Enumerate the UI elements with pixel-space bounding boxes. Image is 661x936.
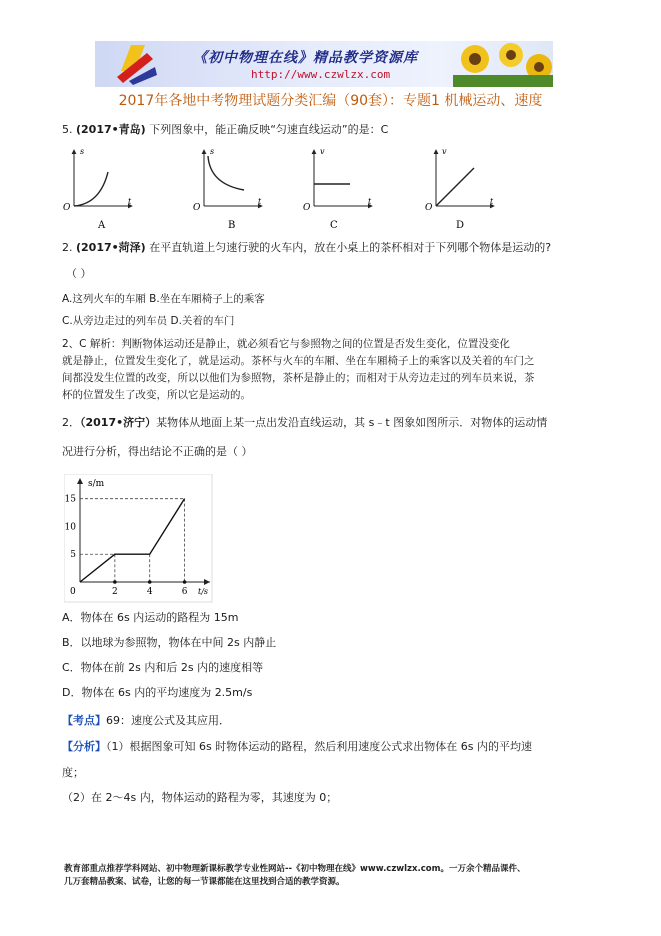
graph-a-y-label: s	[80, 147, 85, 156]
sunflower-icon	[453, 41, 553, 87]
x-tick-label: 4	[146, 587, 153, 597]
graph-c-origin: O	[303, 203, 311, 213]
option-d: D．物体在 6s 内的平均速度为 2.5m/s	[62, 686, 253, 699]
fenxi-line-3: （2）在 2～4s 内，物体运动的路程为零，其速度为 0；	[62, 791, 338, 804]
option-cd: C.从旁边走过的列车员 D.关着的车门	[62, 315, 235, 327]
graph-a-label: A	[98, 220, 106, 231]
question-2-number: 2.	[62, 241, 76, 254]
q5-graphs	[58, 142, 558, 242]
kaodian	[62, 713, 230, 729]
question-2b-source: （2017•济宁）	[80, 416, 157, 429]
question-5-source: (2017•青岛)	[76, 123, 146, 136]
question-2-text: 在平直轨道上匀速行驶的火车内，放在小桌上的茶杯相对于下列哪个物体是运动的?	[145, 241, 552, 254]
graph-b-origin: O	[193, 203, 201, 213]
graph-a-x-label: t	[128, 197, 132, 206]
answer-line-3: 间都没发生位置的改变，所以以他们为参照物，茶杯是静止的；而相对于从旁边走过的列车员来说，茶	[62, 372, 535, 384]
option-c: C．物体在前 2s 内和后 2s 内的速度相等	[62, 661, 264, 674]
question-5-text: 下列图象中，能正确反映“匀速直线运动”的是：C	[145, 123, 389, 136]
graph-d-origin: O	[425, 203, 433, 213]
banner-title: 《初中物理在线》精品教学资源库	[193, 50, 418, 66]
graph-b	[193, 147, 262, 231]
graph-c	[303, 147, 372, 231]
logo-icon	[109, 41, 169, 87]
question-5-number: 5.	[62, 123, 76, 136]
fenxi-tag: 【分析】	[62, 740, 106, 753]
x-tick-dot	[148, 580, 152, 584]
graph-b-label: B	[228, 220, 236, 231]
document-title: 2017年各地中考物理试题分类汇编（90套）：专题1 机械运动、速度	[118, 93, 543, 109]
st-chart	[64, 474, 214, 604]
option-b: B．以地球为参照物，物体在中间 2s 内静止	[62, 636, 277, 649]
question-2-jining	[62, 415, 547, 431]
question-2-source: (2017•菏泽)	[76, 241, 146, 254]
y-tick-label: 10	[64, 522, 76, 533]
question-2b-number: 2．	[62, 416, 80, 429]
fenxi	[62, 739, 532, 755]
graph-c-label: C	[330, 220, 338, 231]
y-axis-label: s/m	[88, 479, 105, 489]
answer-line-1: 2、C 解析：判断物体运动还是静止，就必须看它与参照物之间的位置是否发生变化，位置没变化	[62, 338, 510, 350]
question-5	[62, 122, 388, 138]
fenxi-line-2: 度；	[62, 766, 84, 779]
origin-label: 0	[70, 587, 76, 597]
header-banner	[95, 41, 553, 87]
graph-b-y-label: s	[210, 147, 215, 156]
question-2b-text-line2: 况进行分析，得出结论不正确的是（ ）	[62, 445, 253, 458]
banner-url[interactable]: http://www.czwlzx.com	[251, 68, 391, 81]
footer	[64, 863, 525, 889]
y-tick-label: 5	[70, 550, 76, 561]
x-tick-label: 6	[181, 587, 188, 597]
question-2-paren: （ ）	[66, 267, 92, 280]
option-ab: A.这列火车的车厢 B.坐在车厢椅子上的乘客	[62, 293, 265, 305]
graph-b-x-label: t	[258, 197, 262, 206]
graph-d	[425, 147, 494, 231]
graph-c-x-label: t	[368, 197, 372, 206]
graph-d-y-label: v	[442, 147, 447, 156]
question-2b-text: 某物体从地面上某一点出发沿直线运动，其 s﹣t 图象如图所示．对物体的运动情	[156, 416, 548, 429]
x-tick-dot	[113, 580, 117, 584]
x-axis-label: t/s	[198, 587, 209, 596]
footer-line-1: 教育部重点推荐学科网站、初中物理新课标教学专业性网站--《初中物理在线》www.czwlzx.com。一万余个精品课件、	[64, 864, 526, 874]
graph-d-label: D	[456, 220, 465, 231]
option-a: A．物体在 6s 内运动的路程为 15m	[62, 611, 239, 624]
y-tick-label: 15	[64, 494, 76, 505]
kaodian-tag: 【考点】	[62, 714, 106, 727]
kaodian-text: 69：速度公式及其应用．	[106, 714, 230, 727]
x-tick-label: 2	[111, 587, 118, 597]
question-2-heze	[62, 240, 551, 256]
answer-line-4: 杯的位置发生了改变，所以它是运动的。	[62, 389, 251, 401]
fenxi-line-1: （1）根据图象可知 6s 时物体运动的路程，然后利用速度公式求出物体在 6s 内的平均速	[106, 740, 532, 753]
x-tick-dot	[183, 580, 187, 584]
graph-d-x-label: t	[490, 197, 494, 206]
answer-line-2: 就是静止，位置发生变化了，就是运动。茶杯与火车的车厢、坐在车厢椅子上的乘客以及关着的车门之	[62, 355, 535, 367]
graph-c-y-label: v	[320, 147, 325, 156]
graph-a	[63, 147, 132, 231]
footer-line-2: 几万套精品教案、试卷，让您的每一节课都能在这里找到合适的教学资源。	[64, 877, 345, 887]
graph-a-origin: O	[63, 203, 71, 213]
